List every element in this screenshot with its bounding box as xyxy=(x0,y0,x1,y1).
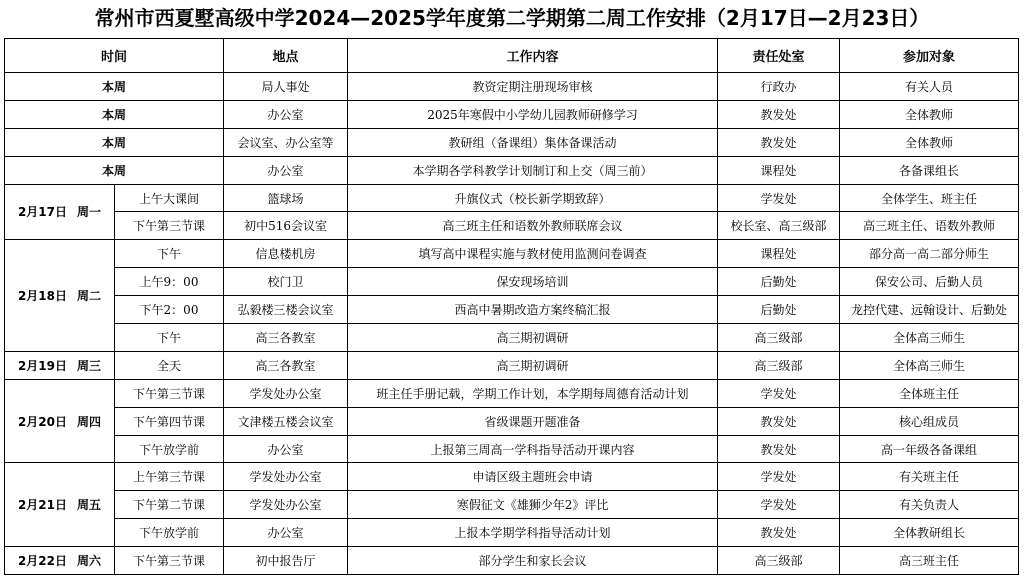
table-row xyxy=(5,184,1019,212)
place-cell: 学发处办公室 xyxy=(224,379,348,407)
time-cell: 本周 xyxy=(5,73,224,101)
date-label: 2月18日 xyxy=(17,289,68,304)
content-cell: 高三班主任和语数外教师联席会议 xyxy=(348,212,718,240)
participants-cell: 全体教师 xyxy=(840,100,1019,128)
page-title: 常州市西夏墅高级中学2024—2025学年度第二学期第二周工作安排（2月17日—2月23日） xyxy=(94,6,930,30)
content-cell: 西高中暑期改造方案终稿汇报 xyxy=(348,296,718,324)
date-label: 2月17日 xyxy=(17,205,68,220)
participants-cell: 高三班主任 xyxy=(840,547,1019,575)
table-row xyxy=(5,324,1019,352)
participants-cell: 保安公司、后勤人员 xyxy=(840,268,1019,296)
table-row xyxy=(5,212,1019,240)
date-label: 2月22日 xyxy=(17,554,68,569)
office-cell: 高三级部 xyxy=(718,351,840,379)
content-cell: 填写高中课程实施与教材使用监测问卷调查 xyxy=(348,240,718,268)
time-cell: 上午第三节课 xyxy=(115,463,224,491)
date-cell xyxy=(5,463,115,547)
table-row xyxy=(5,435,1019,463)
date-label: 2月20日 xyxy=(17,414,68,429)
office-cell: 学发处 xyxy=(718,184,840,212)
participants-cell: 全体班主任 xyxy=(840,379,1019,407)
header-time: 时间 xyxy=(5,39,224,73)
weekday-label: 周二 xyxy=(77,289,102,304)
participants-cell: 有关负责人 xyxy=(840,491,1019,519)
content-cell: 教资定期注册现场审核 xyxy=(348,73,718,101)
table-row xyxy=(5,268,1019,296)
header-participants: 参加对象 xyxy=(840,39,1019,73)
office-cell: 学发处 xyxy=(718,463,840,491)
office-cell: 高三级部 xyxy=(718,547,840,575)
content-cell: 寒假征文《雄狮少年2》评比 xyxy=(348,491,718,519)
time-cell: 下午第二节课 xyxy=(115,491,224,519)
header-place: 地点 xyxy=(224,39,348,73)
place-cell: 办公室 xyxy=(224,156,348,184)
header-content: 工作内容 xyxy=(348,39,718,73)
content-cell: 高三期初调研 xyxy=(348,351,718,379)
participants-cell: 全体高三师生 xyxy=(840,351,1019,379)
table-row xyxy=(5,351,1019,379)
content-cell: 本学期各学科教学计划制订和上交（周三前） xyxy=(348,156,718,184)
time-cell: 上午大课间 xyxy=(115,184,224,212)
time-cell: 上午9：00 xyxy=(115,268,224,296)
place-cell: 文津楼五楼会议室 xyxy=(224,407,348,435)
office-cell: 教发处 xyxy=(718,435,840,463)
time-cell: 下午 xyxy=(115,324,224,352)
header-office: 责任处室 xyxy=(718,39,840,73)
place-cell: 高三各教室 xyxy=(224,351,348,379)
date-cell xyxy=(5,379,115,463)
place-cell: 高三各教室 xyxy=(224,324,348,352)
table-row xyxy=(5,100,1019,128)
table-row xyxy=(5,519,1019,547)
office-cell: 教发处 xyxy=(718,519,840,547)
time-cell: 下午2：00 xyxy=(115,296,224,324)
office-cell: 课程处 xyxy=(718,156,840,184)
table-row xyxy=(5,296,1019,324)
content-cell: 升旗仪式（校长新学期致辞） xyxy=(348,184,718,212)
content-cell: 部分学生和家长会议 xyxy=(348,547,718,575)
office-cell: 校长室、高三级部 xyxy=(718,212,840,240)
place-cell: 校门卫 xyxy=(224,268,348,296)
content-cell: 省级课题开题准备 xyxy=(348,407,718,435)
content-cell: 2025年寒假中小学幼儿园教师研修学习 xyxy=(348,100,718,128)
time-cell: 下午第三节课 xyxy=(115,212,224,240)
content-cell: 高三期初调研 xyxy=(348,324,718,352)
place-cell: 弘毅楼三楼会议室 xyxy=(224,296,348,324)
schedule-table xyxy=(4,38,1019,575)
participants-cell: 全体教师 xyxy=(840,128,1019,156)
place-cell: 篮球场 xyxy=(224,184,348,212)
place-cell: 学发处办公室 xyxy=(224,491,348,519)
participants-cell: 全体学生、班主任 xyxy=(840,184,1019,212)
office-cell: 高三级部 xyxy=(718,324,840,352)
header-row xyxy=(5,39,1019,73)
place-cell: 办公室 xyxy=(224,100,348,128)
table-row xyxy=(5,156,1019,184)
table-row xyxy=(5,379,1019,407)
content-cell: 上报第三周高一学科指导活动开课内容 xyxy=(348,435,718,463)
content-cell: 申请区级主题班会申请 xyxy=(348,463,718,491)
office-cell: 教发处 xyxy=(718,100,840,128)
participants-cell: 高三班主任、语数外教师 xyxy=(840,212,1019,240)
place-cell: 信息楼机房 xyxy=(224,240,348,268)
table-row xyxy=(5,128,1019,156)
participants-cell: 龙控代建、远翰设计、后勤处 xyxy=(840,296,1019,324)
participants-cell: 部分高一高二部分师生 xyxy=(840,240,1019,268)
table-row xyxy=(5,491,1019,519)
content-cell: 保安现场培训 xyxy=(348,268,718,296)
participants-cell: 核心组成员 xyxy=(840,407,1019,435)
time-cell: 下午第三节课 xyxy=(115,547,224,575)
office-cell: 后勤处 xyxy=(718,296,840,324)
participants-cell: 有关班主任 xyxy=(840,463,1019,491)
participants-cell: 全体高三师生 xyxy=(840,324,1019,352)
table-row xyxy=(5,547,1019,575)
time-cell: 下午放学前 xyxy=(115,519,224,547)
date-label: 2月19日 xyxy=(17,358,68,373)
time-cell: 下午 xyxy=(115,240,224,268)
date-cell xyxy=(5,351,115,379)
weekday-label: 周一 xyxy=(77,205,102,220)
time-cell: 下午第三节课 xyxy=(115,379,224,407)
office-cell: 行政办 xyxy=(718,73,840,101)
weekday-label: 周六 xyxy=(77,554,102,569)
place-cell: 会议室、办公室等 xyxy=(224,128,348,156)
place-cell: 学发处办公室 xyxy=(224,463,348,491)
table-row xyxy=(5,407,1019,435)
place-cell: 办公室 xyxy=(224,519,348,547)
office-cell: 课程处 xyxy=(718,240,840,268)
office-cell: 教发处 xyxy=(718,128,840,156)
participants-cell: 高一年级各备课组 xyxy=(840,435,1019,463)
time-cell: 本周 xyxy=(5,100,224,128)
table-row xyxy=(5,463,1019,491)
time-cell: 全天 xyxy=(115,351,224,379)
place-cell: 局人事处 xyxy=(224,73,348,101)
office-cell: 学发处 xyxy=(718,491,840,519)
date-cell xyxy=(5,547,115,575)
weekday-label: 周五 xyxy=(77,498,102,513)
weekday-label: 周四 xyxy=(77,414,102,429)
table-row xyxy=(5,240,1019,268)
date-cell xyxy=(5,184,115,240)
date-label: 2月21日 xyxy=(17,498,68,513)
content-cell: 班主任手册记载，学期工作计划，本学期每周德育活动计划 xyxy=(348,379,718,407)
time-cell: 本周 xyxy=(5,128,224,156)
participants-cell: 各备课组长 xyxy=(840,156,1019,184)
place-cell: 初中516会议室 xyxy=(224,212,348,240)
time-cell: 下午第四节课 xyxy=(115,407,224,435)
participants-cell: 有关人员 xyxy=(840,73,1019,101)
place-cell: 初中报告厅 xyxy=(224,547,348,575)
time-cell: 本周 xyxy=(5,156,224,184)
office-cell: 学发处 xyxy=(718,379,840,407)
content-cell: 教研组（备课组）集体备课活动 xyxy=(348,128,718,156)
time-cell: 下午放学前 xyxy=(115,435,224,463)
participants-cell: 全体教研组长 xyxy=(840,519,1019,547)
content-cell: 上报本学期学科指导活动计划 xyxy=(348,519,718,547)
office-cell: 教发处 xyxy=(718,407,840,435)
date-cell xyxy=(5,240,115,352)
office-cell: 后勤处 xyxy=(718,268,840,296)
place-cell: 办公室 xyxy=(224,435,348,463)
table-row xyxy=(5,73,1019,101)
weekday-label: 周三 xyxy=(77,358,102,373)
